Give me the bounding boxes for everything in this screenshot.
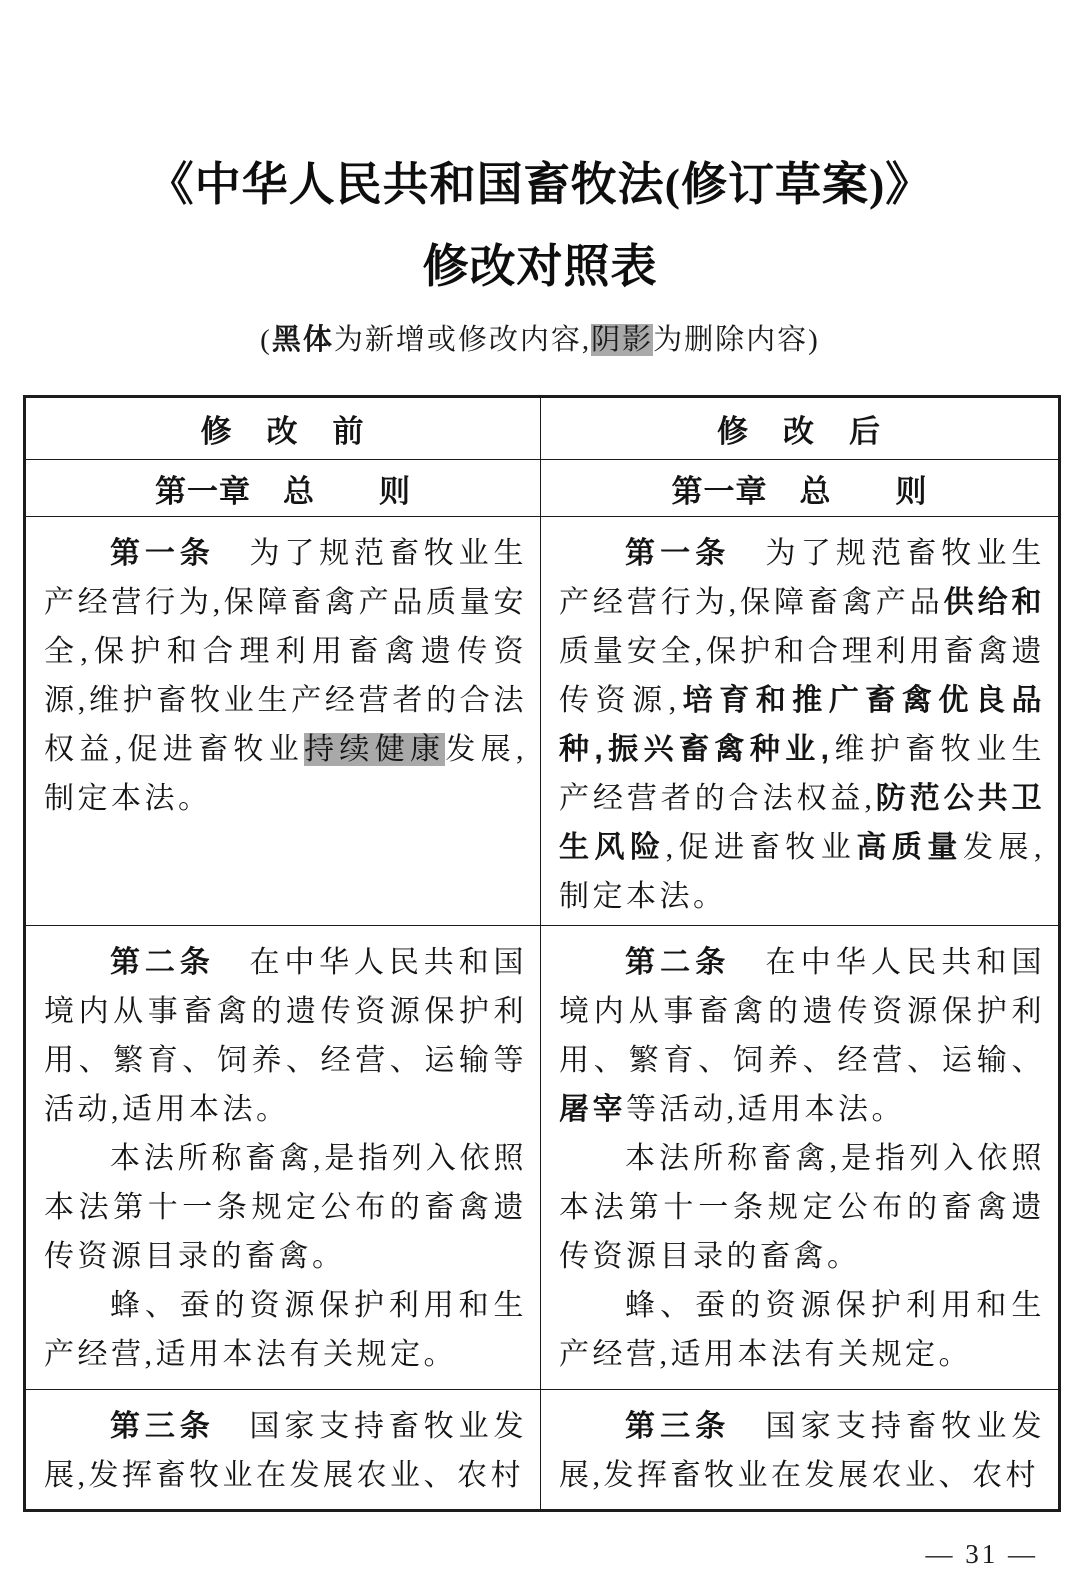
chapter-cell-before: 第一章 总 则 <box>25 460 541 517</box>
article-1-before-text: 第一条 为了规范畜牧业生产经营行为,保障畜禽产品质量安全,保护和合理利用畜禽遗传资源,维护畜牧业生产经营者的合法权益,促进畜牧业持续健康发展,制定本法。 <box>44 537 527 815</box>
article-1-before-cell <box>25 517 541 926</box>
legend-note: (黑体为新增或修改内容,阴影为删除内容) <box>260 324 820 356</box>
article-2-before-cell <box>25 926 541 1390</box>
article-3-before-cell <box>25 1390 541 1511</box>
article-2-after-text: 第二条 在中华人民共和国境内从事畜禽的遗传资源保护利用、繁育、饲养、经营、运输、屠宰等活动,适用本法。 本法所称畜禽,是指列入依照本法第十一条规定公布的畜禽遗传资源目录的畜禽。 蜂、蚕的资源保护利用和生产经营,适用本法有关规定。 <box>559 946 1045 1371</box>
article-2-before-text: 第二条 在中华人民共和国境内从事畜禽的遗传资源保护利用、繁育、饲养、经营、运输等活动,适用本法。 本法所称畜禽,是指列入依照本法第十一条规定公布的畜禽遗传资源目录的畜禽。 蜂、蚕的资源保护利用和生产经营,适用本法有关规定。 <box>44 946 527 1371</box>
article-3-after-cell <box>541 1390 1060 1511</box>
article-2-after-cell <box>541 926 1060 1390</box>
comparison-table <box>23 395 1061 1512</box>
article-3-before-text: 第三条 国家支持畜牧业发展,发挥畜牧业在发展农业、农村 <box>44 1410 527 1492</box>
chapter-cell-after: 第一章 总 则 <box>541 460 1060 517</box>
page-title-line2: 修改对照表 <box>422 241 658 292</box>
article-1-after-text: 第一条 为了规范畜牧业生产经营行为,保障畜禽产品供给和质量安全,保护和合理利用畜禽遗传资源,培育和推广畜禽优良品种,振兴畜禽种业,维护畜牧业生产经营者的合法权益,防范公共卫生风险,促进畜牧业高质量发展,制定本法。 <box>559 537 1045 913</box>
article-2-row <box>25 926 1060 1390</box>
article-1-row <box>25 517 1060 926</box>
page-number: — 31 — <box>925 1539 1038 1569</box>
chapter-row <box>25 460 1060 517</box>
page-title-line1: 《中华人民共和国畜牧法(修订草案)》 <box>147 159 933 210</box>
article-1-after-cell <box>541 517 1060 926</box>
article-3-row <box>25 1390 1060 1511</box>
column-header-before: 修 改 前 <box>25 397 541 460</box>
column-header-after: 修 改 后 <box>541 397 1060 460</box>
article-3-after-text: 第三条 国家支持畜牧业发展,发挥畜牧业在发展农业、农村 <box>559 1410 1045 1492</box>
table-header-row <box>25 397 1060 460</box>
